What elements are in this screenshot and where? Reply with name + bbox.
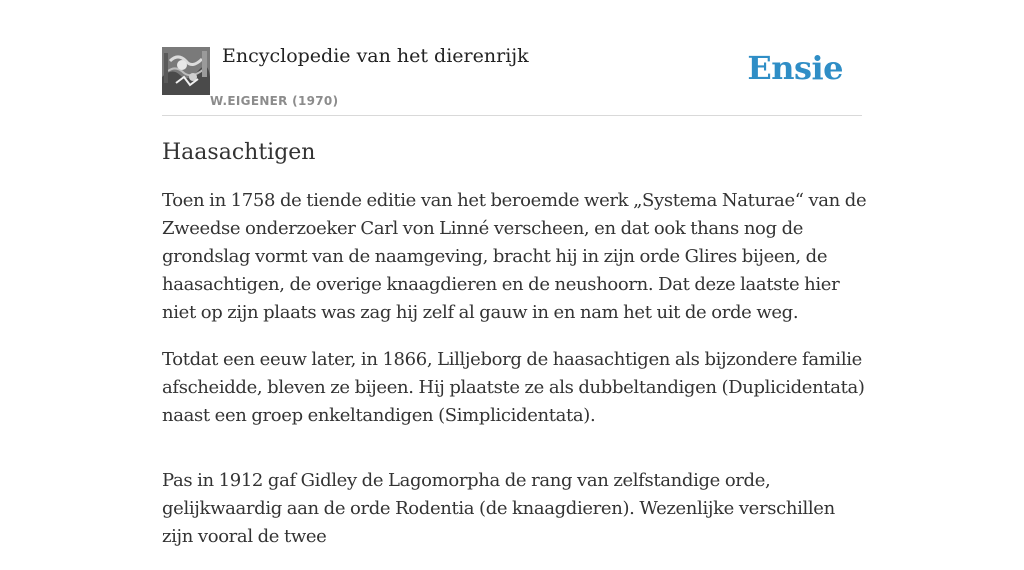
page-header <box>162 0 862 116</box>
article-body <box>162 140 867 570</box>
book-cover-icon <box>162 47 210 95</box>
ensie-logo[interactable]: Ensie <box>747 49 843 87</box>
article-paragraph-3: Pas in 1912 gaf Gidley de Lagomorpha de rang van zelfstandige orde, gelijkwaardig aan de orde Rodentia (de knaagdieren). Wezenlijke verschillen zijn vooral de twee <box>162 470 835 547</box>
book-title-link[interactable]: Encyclopedie van het dierenrijk <box>222 45 529 67</box>
article-title: Haasachtigen <box>162 140 316 165</box>
book-cover-avatar[interactable] <box>162 47 210 95</box>
article-paragraph-2: Totdat een eeuw later, in 1866, Lilljeborg de haasachtigen als bijzondere familie afscheidde, bleven ze bijeen. Hij plaatste ze als dubbeltandigen (Duplicidentata) naast een groep enkeltandigen (Simplicidentata). <box>162 349 865 426</box>
book-author-link[interactable]: W.EIGENER (1970) <box>210 94 339 108</box>
article-paragraph-1: Toen in 1758 de tiende editie van het beroemde werk „Systema Naturae“ van de Zweedse onderzoeker Carl von Linné verscheen, en dat ook thans nog de grondslag vormt van de naamgeving, bracht hij in zijn orde Glires bijeen, de haasachtigen, de overige knaagdieren en de neushoorn. Dat deze laatste hier niet op zijn plaats was zag hij zelf al gauw in en nam het uit de orde weg. <box>162 190 867 323</box>
